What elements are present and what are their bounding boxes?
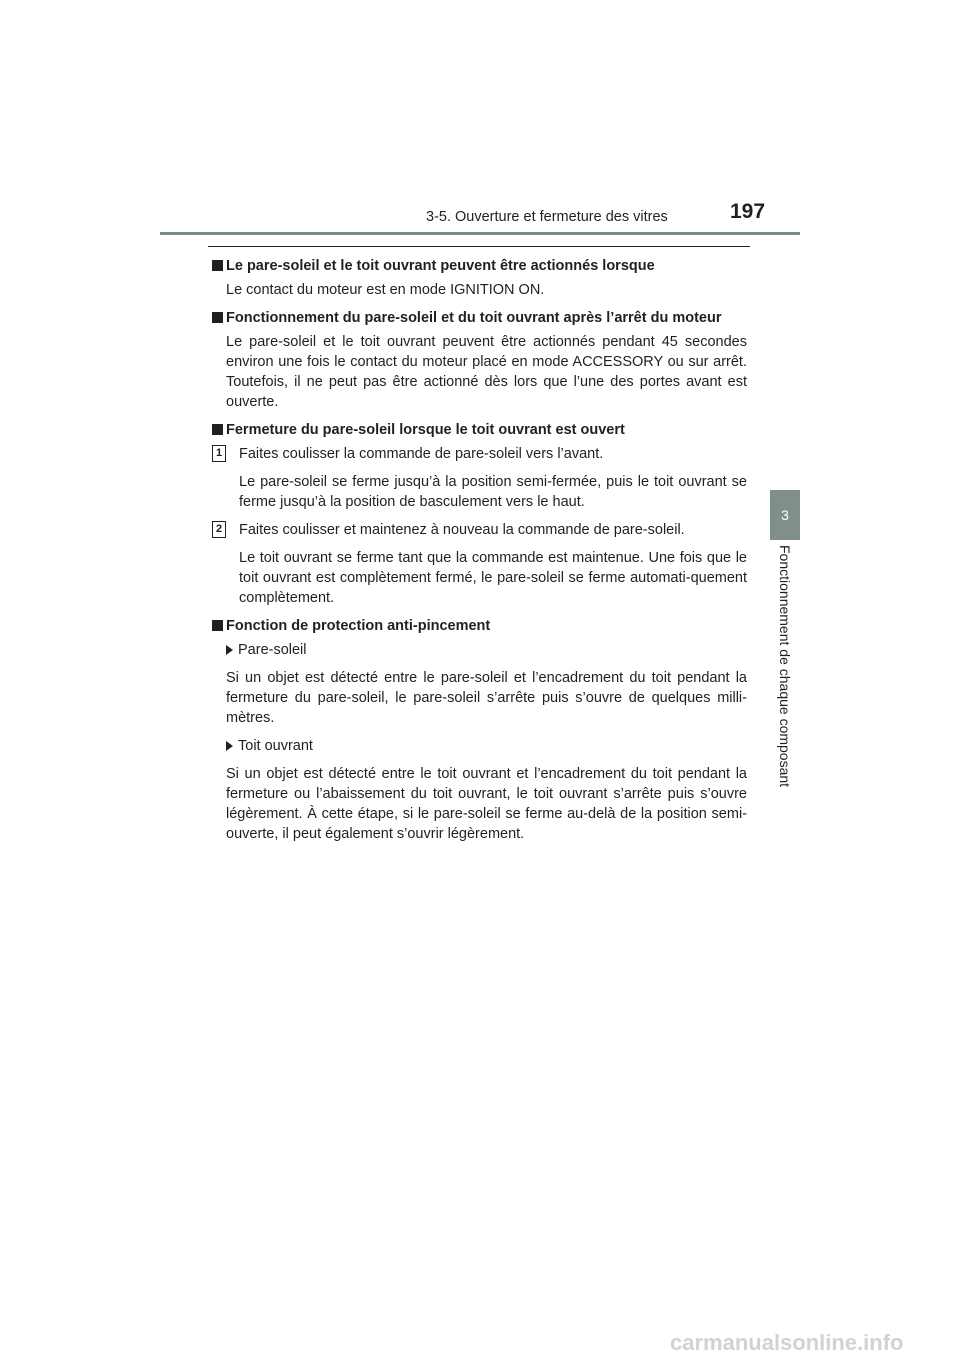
chapter-label: Fonctionnement de chaque composant <box>777 545 793 788</box>
section-heading <box>212 308 747 328</box>
step-item <box>212 444 747 464</box>
heading-text: Le pare-soleil et le toit ouvrant peuvent être actionnés lorsque <box>226 258 655 274</box>
subsection-bullet <box>226 736 747 756</box>
paragraph: Le contact du moteur est en mode IGNITION ON. <box>226 282 545 298</box>
page-content <box>212 256 747 852</box>
step-note: Le toit ouvrant se ferme tant que la commande est maintenue. Une fois que le toit ouvrant est complètement fermé, le pare-soleil se ferme automati-quement complètement. <box>239 550 747 606</box>
section-heading <box>212 616 747 636</box>
triangle-bullet-icon <box>226 741 233 751</box>
section-heading <box>212 256 747 276</box>
square-bullet-icon <box>212 312 223 323</box>
heading-text: Fonctionnement du pare-soleil et du toit ouvrant après l’arrêt du moteur <box>226 310 722 326</box>
section-title: 3-5. Ouverture et fermeture des vitres <box>426 209 668 225</box>
step-number-badge: 1 <box>212 445 226 462</box>
step-text: Faites coulisser la commande de pare-soleil vers l’avant. <box>239 446 604 462</box>
page-number: 197 <box>730 200 766 223</box>
chapter-tab[interactable] <box>770 490 800 540</box>
step-number-badge: 2 <box>212 521 226 538</box>
step-note: Le pare-soleil se ferme jusqu’à la position semi-fermée, puis le toit ouvrant se ferme jusqu’à la position de basculement vers le haut. <box>239 474 747 510</box>
paragraph: Si un objet est détecté entre le pare-soleil et l’encadrement du toit pendant la fermeture du pare-soleil, le pare-soleil s’arrête puis s’ouvre de quelques milli-mètres. <box>226 670 747 726</box>
bullet-label: Pare-soleil <box>238 642 307 658</box>
paragraph: Si un objet est détecté entre le toit ouvrant et l’encadrement du toit pendant la fermeture ou l’abaissement du toit ouvrant, le toit ouvrant s’arrête puis s’ouvre légèrement. À cette étape, si le pare-soleil se ferme au-delà de la position semi-ouverte, il peut également s’ouvrir légèrement. <box>226 766 747 842</box>
square-bullet-icon <box>212 620 223 631</box>
heading-text: Fermeture du pare-soleil lorsque le toit ouvrant est ouvert <box>226 422 625 438</box>
step-text: Faites coulisser et maintenez à nouveau la commande de pare-soleil. <box>239 522 685 538</box>
bullet-label: Toit ouvrant <box>238 738 313 754</box>
subsection-bullet <box>226 640 747 660</box>
square-bullet-icon <box>212 260 223 271</box>
chapter-number: 3 <box>781 507 789 523</box>
triangle-bullet-icon <box>226 645 233 655</box>
square-bullet-icon <box>212 424 223 435</box>
content-top-rule <box>208 246 750 247</box>
section-heading <box>212 420 747 440</box>
heading-text: Fonction de protection anti-pincement <box>226 618 491 634</box>
paragraph: Le pare-soleil et le toit ouvrant peuvent être actionnés pendant 45 secondes environ une fois le contact du moteur placé en mode ACCESSORY ou sur arrêt. Toutefois, il ne peut pas être actionné dès lors que l’une des portes avant est ouverte. <box>226 334 747 410</box>
watermark: carmanualsonline.info <box>670 1330 904 1355</box>
header-rule <box>160 232 800 235</box>
chapter-tab-divider <box>770 540 800 542</box>
step-item <box>212 520 747 540</box>
